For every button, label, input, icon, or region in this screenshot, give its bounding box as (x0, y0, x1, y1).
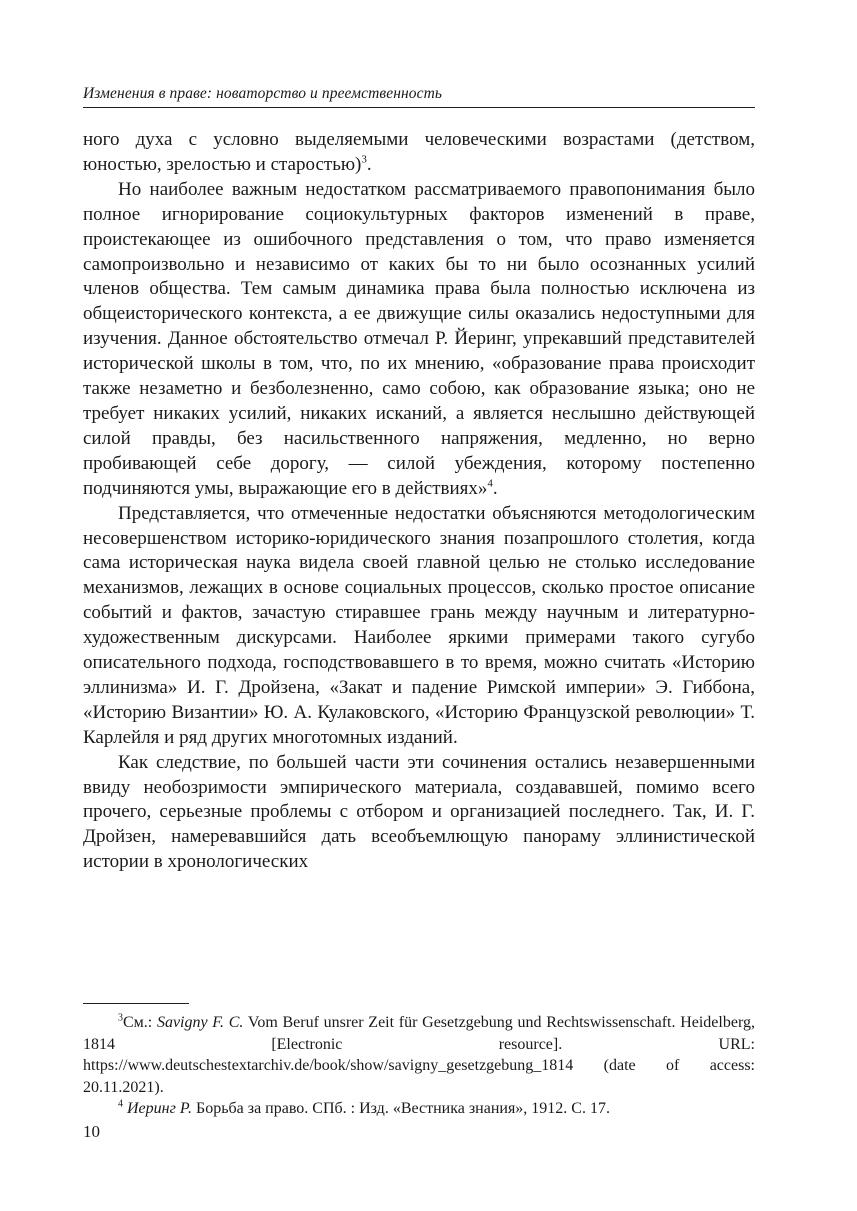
footnote: $^4$ Иеринг Р. Борьба за право. СПб. : Изд. «Вестника знания», 1912. С. 17. (118, 1098, 610, 1117)
paragraph: Как следствие, по большей части эти сочинения остались незавершенными ввиду необозримости эмпирического материала, создававшей, помимо всего прочего, серьезные проблемы с отбором и организацией последнего. Так, И. Г. Дройзен, намеревавшийся дать всеобъемлющую панораму эллинистической истории в хронологических (83, 751, 755, 873)
paragraph: Но наиболее важным недостатком рассматриваемого правопонимания было полное игнорирование социокультурных факторов изменений в праве, проистекающее из ошибочного представления о том, что право изменяется самопроизвольно и независимо от каких бы то ни было осознанных усилий членов общества. Тем самым динамика права была полностью исключена из общеисторического контекста, а ее движущие силы оказались недоступными для изучения. Данное обстоятельство отмечал Р. Йеринг, упрекавший представителей исторической школы в том, что, по их мнению, «образование права происходит также незаметно и безболезненно, само собою, как образование языка; оно не требует никаких усилий, никаких исканий, а является неслышно действующей силой правды, без насильственного напряжения, медленно, но верно пробивающей себе дорогу, — силой убеждения, которому постепенно подчиняются умы, выражающие его в действиях»$^4$. (83, 178, 755, 499)
footnote: $^3$См.: Savigny F. C. Vom Beruf unsrer Zeit für Gesetzgebung und Rechtswissenschaft. Heidelberg, 1814 [Electronic resource]. URL: https://www.deutschestextarchiv.de/book/show/savigny_gesetzgebung_1814 (date of access: 20.11.2021). (83, 1012, 755, 1096)
page-number: 10 (83, 1122, 100, 1141)
paragraph: ного духа с условно выделяемыми человеческими возрастами (детством, юностью, зрелостью и старостью)$^3$. (83, 129, 755, 175)
footnote-author: Savigny F. C. (156, 1014, 244, 1031)
footnote-author: Иеринг Р. (127, 1100, 193, 1117)
footnote-ref[interactable]: 4 (487, 477, 493, 490)
paragraph: Представляется, что отмеченные недостатки объясняются методологическим несовершенством историко-юридического знания позапрошлого столетия, когда сама историческая наука видела своей главной целью не столько исследование механизмов, лежащих в основе социальных процессов, сколько простое описание событий и фактов, зачастую стиравшее грань между научным и литературно-художественным дискурсами. Наиболее яркими примерами такого сугубо описательного подхода, господствовавшего в то время, можно считать «Историю эллинизма» И. Г. Дройзена, «Закат и падение Римской империи» Э. Гиббона, «Историю Византии» Ю. А. Кулаковского, «Историю Французской революции» Т. Карлейля и ряд других многотомных изданий. (83, 502, 755, 748)
footnote-divider (83, 1003, 189, 1004)
footnote-ref[interactable]: 3 (361, 153, 367, 166)
footnotes (83, 1012, 755, 1120)
main-text (83, 128, 755, 875)
running-header: Изменения в праве: новаторство и преемственность (83, 85, 443, 102)
header-divider (83, 107, 755, 108)
